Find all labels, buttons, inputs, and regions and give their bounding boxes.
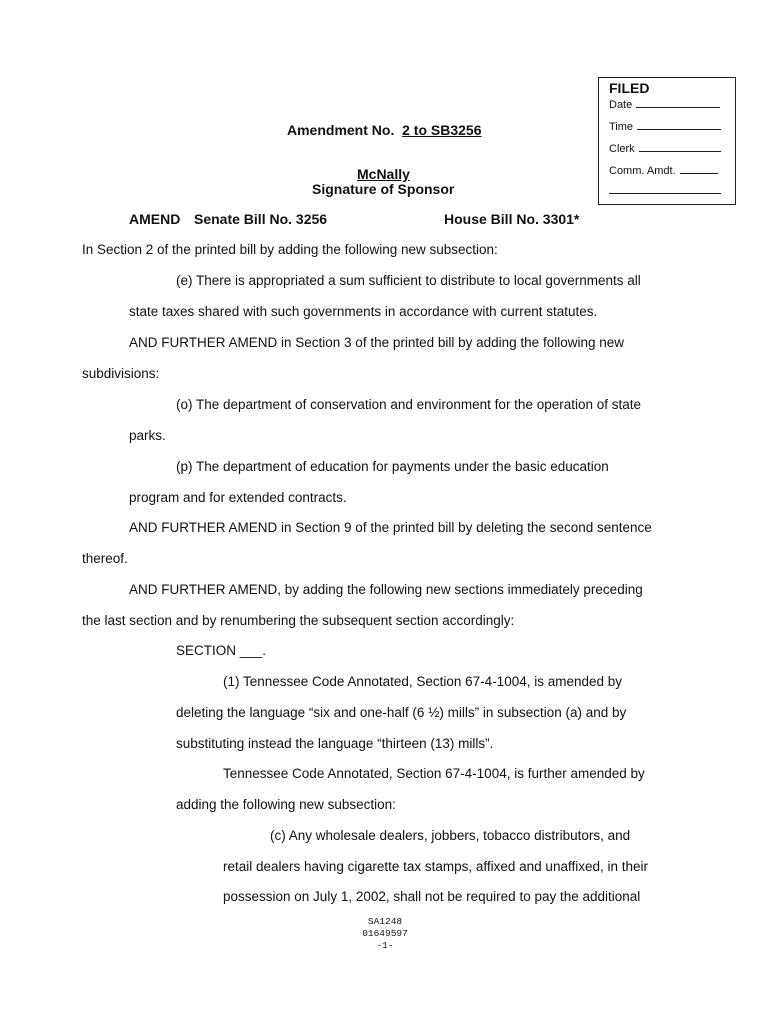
- body-line: state taxes shared with such governments in accordance with current statutes.: [129, 304, 598, 319]
- amendment-title: [287, 122, 482, 138]
- comm-amdt-blank: [680, 164, 718, 174]
- footer-code-1: SA1248: [367, 916, 403, 927]
- date-blank: [636, 98, 720, 108]
- body-line: (o) The department of conservation and environment for the operation of state: [176, 397, 642, 412]
- body-line: deleting the language “six and one-half (6 ½) mills” in subsection (a) and by: [176, 705, 627, 720]
- time-blank: [637, 120, 721, 130]
- section-heading: SECTION ___.: [176, 643, 267, 658]
- body-line: program and for extended contracts.: [129, 490, 347, 505]
- body-line: adding the following new subsection:: [176, 797, 396, 812]
- body-line: (c) Any wholesale dealers, jobbers, tobacco distributors, and: [270, 828, 631, 843]
- senate-bill: Senate Bill No. 3256: [194, 211, 328, 227]
- body-line: Tennessee Code Annotated, Section 67-4-1004, is further amended by: [223, 766, 645, 781]
- body-line: (p) The department of education for payments under the basic education: [176, 459, 609, 474]
- footer-code-2: 01649597: [362, 928, 408, 939]
- filed-title: FILED: [609, 80, 650, 96]
- page-number: -1-: [376, 940, 394, 951]
- sponsor-caption: Signature of Sponsor: [312, 181, 455, 197]
- extra-blank-field: [609, 184, 721, 197]
- body-line: (e) There is appropriated a sum sufficient to distribute to local governments all: [176, 273, 641, 288]
- extra-blank: [609, 184, 721, 194]
- body-line: In Section 2 of the printed bill by adding the following new subsection:: [82, 242, 498, 257]
- amendment-ref: 2 to SB3256: [402, 122, 482, 138]
- body-line: AND FURTHER AMEND in Section 3 of the printed bill by adding the following new: [129, 335, 624, 350]
- date-label: Date: [609, 99, 633, 111]
- clerk-field: [609, 142, 721, 155]
- body-line: retail dealers having cigarette tax stamps, affixed and unaffixed, in their: [223, 859, 648, 874]
- sponsor-name: McNally: [357, 166, 410, 182]
- house-bill: House Bill No. 3301*: [444, 211, 580, 227]
- body-line: substituting instead the language “thirteen (13) mills”.: [176, 736, 494, 751]
- filed-stamp-box: [598, 77, 736, 205]
- comm-amdt-label: Comm. Amdt.: [609, 165, 676, 177]
- comm-amdt-field: [609, 164, 718, 177]
- body-line: possession on July 1, 2002, shall not be required to pay the additional: [223, 889, 641, 904]
- body-line: subdivisions:: [82, 366, 160, 381]
- body-line: thereof.: [82, 551, 128, 566]
- body-line: AND FURTHER AMEND, by adding the following new sections immediately preceding: [129, 582, 643, 597]
- clerk-blank: [639, 142, 721, 152]
- body-line: (1) Tennessee Code Annotated, Section 67-4-1004, is amended by: [223, 674, 623, 689]
- time-label: Time: [609, 121, 634, 133]
- body-line: the last section and by renumbering the subsequent section accordingly:: [82, 613, 515, 628]
- amendment-prefix: Amendment No.: [287, 122, 395, 138]
- time-field: [609, 120, 721, 133]
- date-field: [609, 98, 720, 111]
- body-line: parks.: [129, 428, 166, 443]
- body-line: AND FURTHER AMEND in Section 9 of the printed bill by deleting the second sentence: [129, 520, 652, 535]
- clerk-label: Clerk: [609, 143, 635, 155]
- amend-label: AMEND: [129, 211, 181, 227]
